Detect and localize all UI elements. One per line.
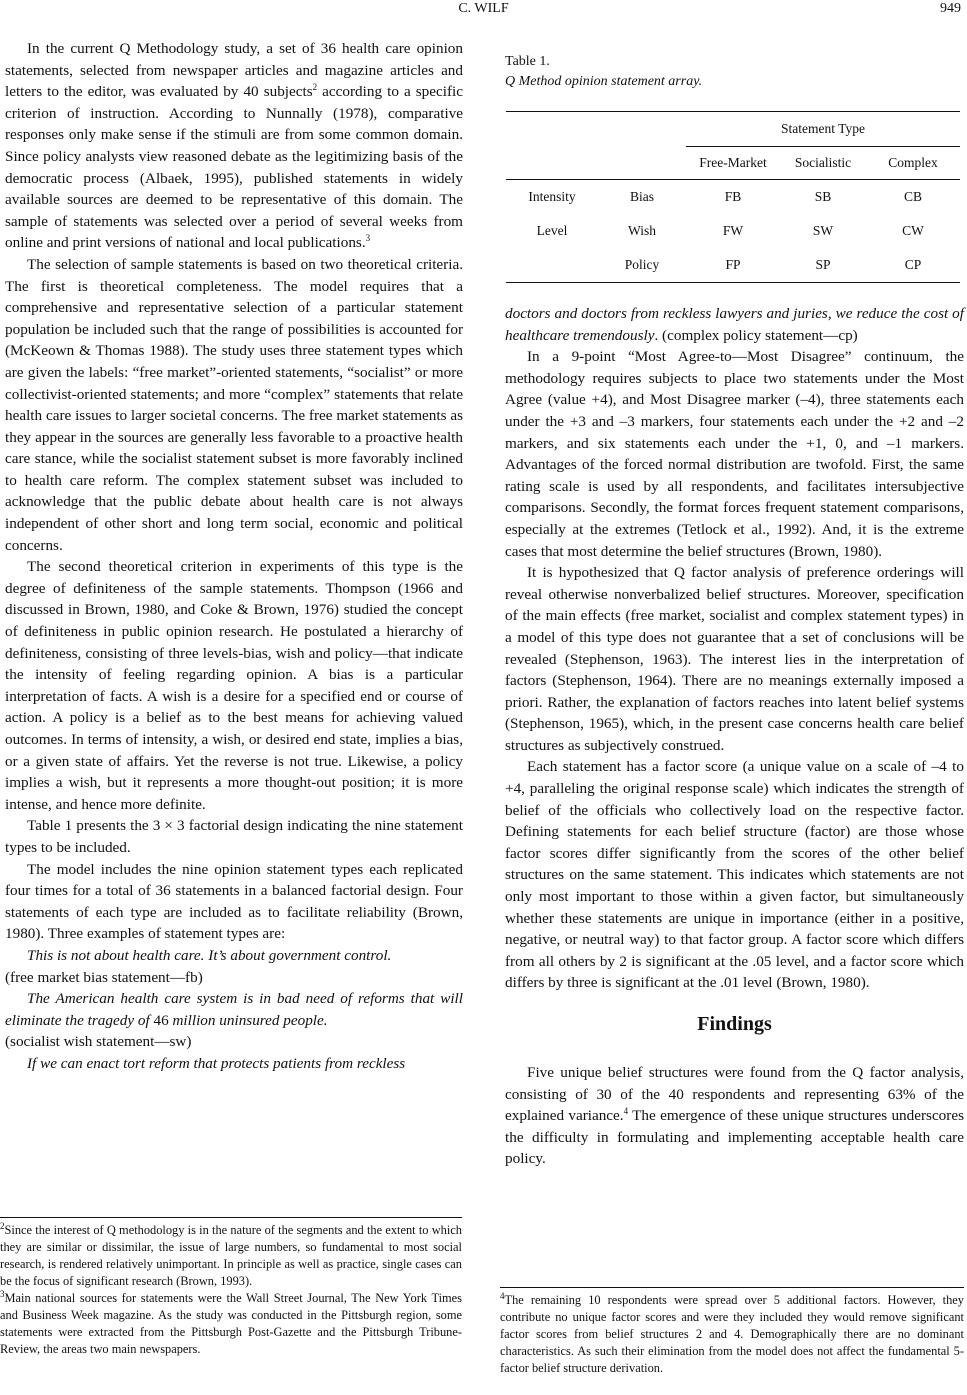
paragraph-factor-score: Each statement has a factor score (a unique value on a scale of –4 to +4, paralleling the original response scale) which indicates the strength of belief of the officials who collectively load on the respective factor. Defining statements for each belief structure (factor) are those whose factor scores differ significantly from the scores of the other belief structures on the same statement. This indicates which statements are not only most important to those within a given factor, but simultaneously whether these statements are unique in importance (either in a positive, negative, or neutral way) to that factor group. A factor score which differs from all others by 2 is significant at the .05 level, and a factor score which differs by three is significant at the .01 level (Brown, 1980). — [505, 758, 964, 992]
table-cell: CP — [866, 248, 960, 283]
paragraph-findings: Five unique belief structures were found from the Q factor analysis, consisting of 30 of the 40 respondents and representing 63% of the explained variance.$^4$ The emergence of these unique structures underscores the difficulty in formulating and implementing acceptable health care policy. — [505, 1064, 964, 1168]
row-label: Policy — [598, 248, 686, 283]
row-label: Bias — [598, 180, 686, 215]
row-group-label: Intensity — [506, 180, 598, 215]
table-caption: Q Method opinion statement array. — [505, 74, 703, 89]
paragraph-model: The model includes the nine opinion statement types each replicated four times for a total of 36 statements in a balanced factorial design. Four statements of each type are included as to facilitate reliability (Brown, 1980). Three examples of statement types are: — [5, 860, 463, 943]
footnotes-right — [500, 1287, 964, 1377]
page-number: 949 — [940, 1, 961, 16]
table-cell: CW — [902, 223, 924, 238]
example-statement-cp-start: If we can enact tort reform that protects patients from reckless — [27, 1054, 406, 1072]
left-column — [5, 38, 463, 1075]
footnote-ref-2[interactable]: 2 — [312, 82, 318, 93]
table-cell: FW — [722, 223, 744, 238]
column-header: Complex — [866, 147, 960, 180]
paragraph-definiteness: The second theoretical criterion in experiments of this type is the degree of definiteness of the sample statements. Thompson (1966 and discussed in Brown, 1980, and Coke & Brown, 1976) studied the concept of definiteness in public opinion research. He postulated a hierarchy of definiteness, consisting of three levels-bias, wish and policy—that indicate the intensity of feeling regarding opinion. A bias is a particular interpretation of facts. A wish is a desire for a specified end or course of action. A policy is a belief as to the best means for achieving valued outcomes. In terms of intensity, a wish, or desired end state, implies a bias, or a given state of affairs. Yet the reverse is not true. Likewise, a policy implies a wish, but it represents a more thought-out position; it is more intense, and hence more definite. — [5, 558, 463, 813]
table-row — [506, 180, 960, 215]
statement-array-table — [506, 111, 960, 283]
table-cell: SP — [780, 248, 866, 283]
footnote-3: $^3$Main national sources for statements were the Wall Street Journal, The New York Times and Business Week magazine. As the study was conducted in the Pittsburgh region, some statements were extracted from the Pittsburgh Post-Gazette and the Pittsburgh Tribune-Review, the areas two main newspapers. — [0, 1288, 462, 1356]
footnote-divider — [0, 1217, 462, 1218]
footnote-2: $^2$Since the interest of Q methodology is in the nature of the segments and the extent to which they are similar or dissimilar, the issue of large numbers, so fundamental to most social research, is rendered relatively unimportant. In principle as well as practice, single cases can be the focus of significant research (Brown, 1993). — [0, 1220, 462, 1288]
table-cell: FP — [686, 248, 780, 283]
table-1 — [505, 52, 964, 283]
paragraph-hypothesis: It is hypothesized that Q factor analysis of preference orderings will reveal otherwise nonverbalized belief structures. Moreover, specification of the main effects (free market, socialist and complex statement types) in a model of this type does not guarantee that a set of conclusions will be revealed (Stephenson, 1963). The interest lies in the interpretation of factors (Stephenson, 1964). There are no meanings externally imposed a priori. Rather, the explanation of factors reaches into latent belief systems (Stephenson, 1965), which, in the present case concerns health care belief structures as subjectively construed. — [505, 564, 964, 754]
paragraph-selection-criteria: The selection of sample statements is based on two theoretical criteria. The first is theoretical completeness. The model requires that a comprehensive and representative selection of a particular statement population be included such that the range of possibilities is accounted for (McKeown & Thomas 1988). The study uses three statement types which are given the labels: “free market”-oriented statements, “socialist” or more collectivist-oriented statements; and more “complex” statements that relate health care issues to larger societal concerns. The free market statements as they appear in the sources are generally less favorable to a proactive health care stance, while the socialist statement subset is more favorably inclined to health care reform. The complex statement subset was included to acknowledge that the public debate about health care is not always independent of other short and long term social, economic and political concerns. — [5, 255, 463, 554]
table-cell: FB — [686, 180, 780, 215]
section-heading-findings: Findings — [697, 1013, 772, 1035]
running-head-author: C. WILF — [458, 1, 509, 16]
example-statement-fb: This is not about health care. It’s about government control. — [27, 946, 392, 964]
table-cell: SW — [812, 223, 834, 238]
footnote-divider — [500, 1287, 964, 1288]
paragraph-table-reference: Table 1 presents the 3 × 3 factorial design indicating the nine statement types to be included. — [5, 817, 463, 856]
table-row — [506, 248, 960, 283]
running-head — [0, 0, 967, 22]
paragraph-continuum: In a 9-point “Most Agree-to—Most Disagree” continuum, the methodology requires subjects to place two statements under the Most Agree (value +4), and Most Disagree marker (–4), three statements each under the +3 and –3 markers, four statements each under the +2 and –2 markers, and six statements each under the +1, 0, and –1 markers. Advantages of the forced normal distribution are twofold. First, the same rating scale is used by all respondents, and facilitates intersubjective comparisons. Secondly, the format forces frequent statement comparisons, especially at the extremes (Tetlock et al., 1992). And, it is the extreme cases that most determine the belief structures (Brown, 1980). — [505, 348, 964, 560]
column-header: Socialistic — [780, 147, 866, 180]
example-statement-cp-cont: doctors and doctors from reckless lawyers and juries, we reduce the cost of healthcare tremendously. (complex policy statement—cp) — [505, 305, 964, 344]
table-label: Table 1. — [505, 54, 550, 69]
example-statement-sw: The American health care system is in bad need of reforms that will eliminate the tragedy of 46 million uninsured people. — [5, 990, 463, 1029]
table-spanner-header: Statement Type — [686, 112, 960, 147]
table-cell: SB — [780, 180, 866, 215]
example-label-fb: (free market bias statement—fb) — [5, 968, 203, 986]
table-row — [506, 214, 960, 248]
footnote-ref-4[interactable]: 4 — [623, 1106, 629, 1117]
footnote-ref-3[interactable]: 3 — [365, 233, 371, 244]
right-column — [505, 44, 964, 1170]
footnote-4: $^4$The remaining 10 respondents were spread over 5 additional factors. However, they contribute no unique factor scores and were they included they would remove significant factor scores from belief structures 2 and 4. Demographically there are no dominant characteristics. As such their elimination from the model does not affect the fundamental 5-factor belief structure derivation. — [500, 1290, 964, 1375]
row-group-label: Level — [536, 223, 568, 238]
paragraph-study-intro: In the current Q Methodology study, a set of 36 health care opinion statements, selected from newspaper articles and magazine articles and letters to the editor, was evaluated by 40 subjects$^2$ according to a specific criterion of instruction. According to Nunnally (1978), comparative responses only make sense if the stimuli are from some common domain. Since policy analysts view reasoned debate as the legitimizing basis of the democratic process (Albaek, 1995), published statements in widely available sources are deemed to be representative of this domain. The sample of statements was selected over a period of several weeks from online and print versions of national and local publications.$^3$ — [5, 40, 463, 252]
column-header: Free-Market — [686, 147, 780, 180]
footnotes-left — [0, 1217, 462, 1358]
example-label-sw: (socialist wish statement—sw) — [5, 1033, 192, 1051]
table-cell: CB — [866, 180, 960, 215]
row-label: Wish — [628, 223, 656, 238]
